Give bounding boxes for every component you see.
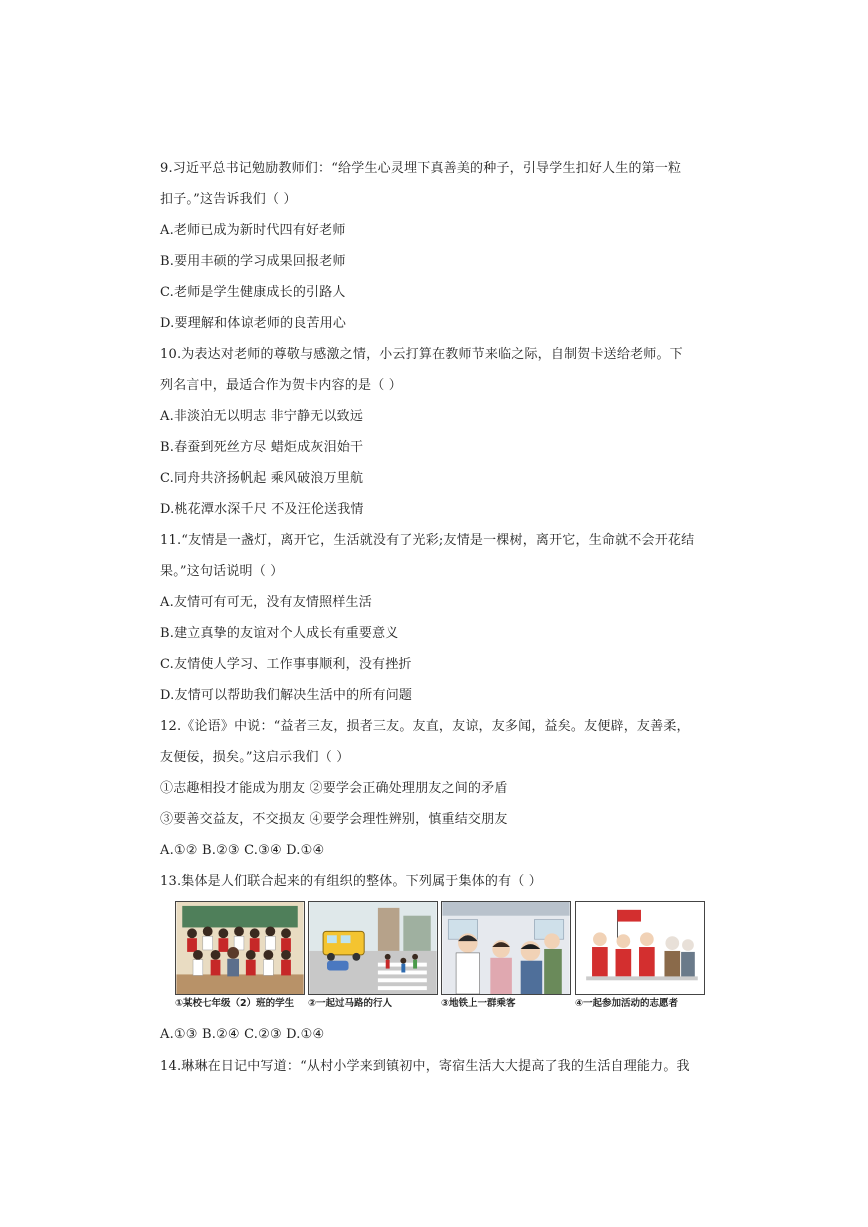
q12-choices: A.①② B.②③ C.③④ D.①④ [160, 843, 325, 858]
q11-stem-line1: 11.“友情是一盏灯，离开它，生活就没有了光彩;友情是一棵树，离开它，生命就不会开花结 [160, 533, 695, 548]
caption-4: ④一起参加活动的志愿者 [575, 998, 679, 1009]
caption-1: ①某校七年级（2）班的学生 [175, 998, 295, 1009]
q12-stem-line2: 友便佞，损矣。”这启示我们（ ） [160, 750, 350, 765]
q12-items-line1: ①志趣相投才能成为朋友 ②要学会正确处理朋友之间的矛盾 [160, 781, 508, 796]
q13-illustrations [175, 901, 707, 1013]
class-photo-illustration [175, 901, 305, 995]
street-crossing-illustration [308, 901, 438, 995]
q9-option-b: B.要用丰硕的学习成果回报老师 [160, 254, 346, 269]
q10-option-b: B.春蚕到死丝方尽 蜡炬成灰泪始干 [160, 440, 364, 455]
street-crossing-figure [308, 901, 438, 1013]
caption-3: ③地铁上一群乘客 [441, 998, 516, 1009]
q10-stem-line2: 列名言中，最适合作为贺卡内容的是（ ） [160, 378, 402, 393]
q9-option-d: D.要理解和体谅老师的良苦用心 [160, 316, 347, 331]
q13-choices: A.①③ B.②④ C.②③ D.①④ [160, 1027, 325, 1042]
q9-stem-line1: 9.习近平总书记勉励教师们：“给学生心灵埋下真善美的种子，引导学生扣好人生的第一粒 [160, 161, 682, 176]
q13-stem: 13.集体是人们联合起来的有组织的整体。下列属于集体的有（ ） [160, 874, 543, 889]
class-photo-figure [175, 901, 305, 1013]
q10-option-d: D.桃花潭水深千尺 不及汪伦送我情 [160, 502, 364, 517]
subway-passengers-figure [441, 901, 571, 1013]
q10-option-a: A.非淡泊无以明志 非宁静无以致远 [160, 409, 364, 424]
subway-passengers-illustration [441, 901, 571, 995]
q12-items-line2: ③要善交益友，不交损友 ④要学会理性辨别，慎重结交朋友 [160, 812, 508, 827]
caption-2: ②一起过马路的行人 [308, 998, 393, 1009]
q14-stem-line1: 14.琳琳在日记中写道：“从村小学来到镇初中，寄宿生活大大提高了我的生活自理能力。我 [160, 1059, 690, 1074]
q10-option-c: C.同舟共济扬帆起 乘风破浪万里航 [160, 471, 364, 486]
q11-option-c: C.友情使人学习、工作事事顺利，没有挫折 [160, 657, 412, 672]
q11-option-a: A.友情可有可无，没有友情照样生活 [160, 595, 372, 610]
q9-option-c: C.老师是学生健康成长的引路人 [160, 285, 346, 300]
q12-stem-line1: 12.《论语》中说：“益者三友，损者三友。友直，友谅，友多闻，益矣。友便辟，友善柔， [160, 719, 690, 734]
q11-option-b: B.建立真挚的友谊对个人成长有重要意义 [160, 626, 399, 641]
q10-stem-line1: 10.为表达对老师的尊敬与感激之情，小云打算在教师节来临之际，自制贺卡送给老师。下 [160, 347, 683, 362]
volunteers-figure [575, 901, 705, 1013]
q9-stem-line2: 扣子。”这告诉我们（ ） [160, 192, 297, 207]
volunteers-illustration [575, 901, 705, 995]
q11-stem-line2: 果。”这句话说明（ ） [160, 564, 284, 579]
q9-option-a: A.老师已成为新时代四有好老师 [160, 223, 346, 238]
q11-option-d: D.友情可以帮助我们解决生活中的所有问题 [160, 688, 413, 703]
